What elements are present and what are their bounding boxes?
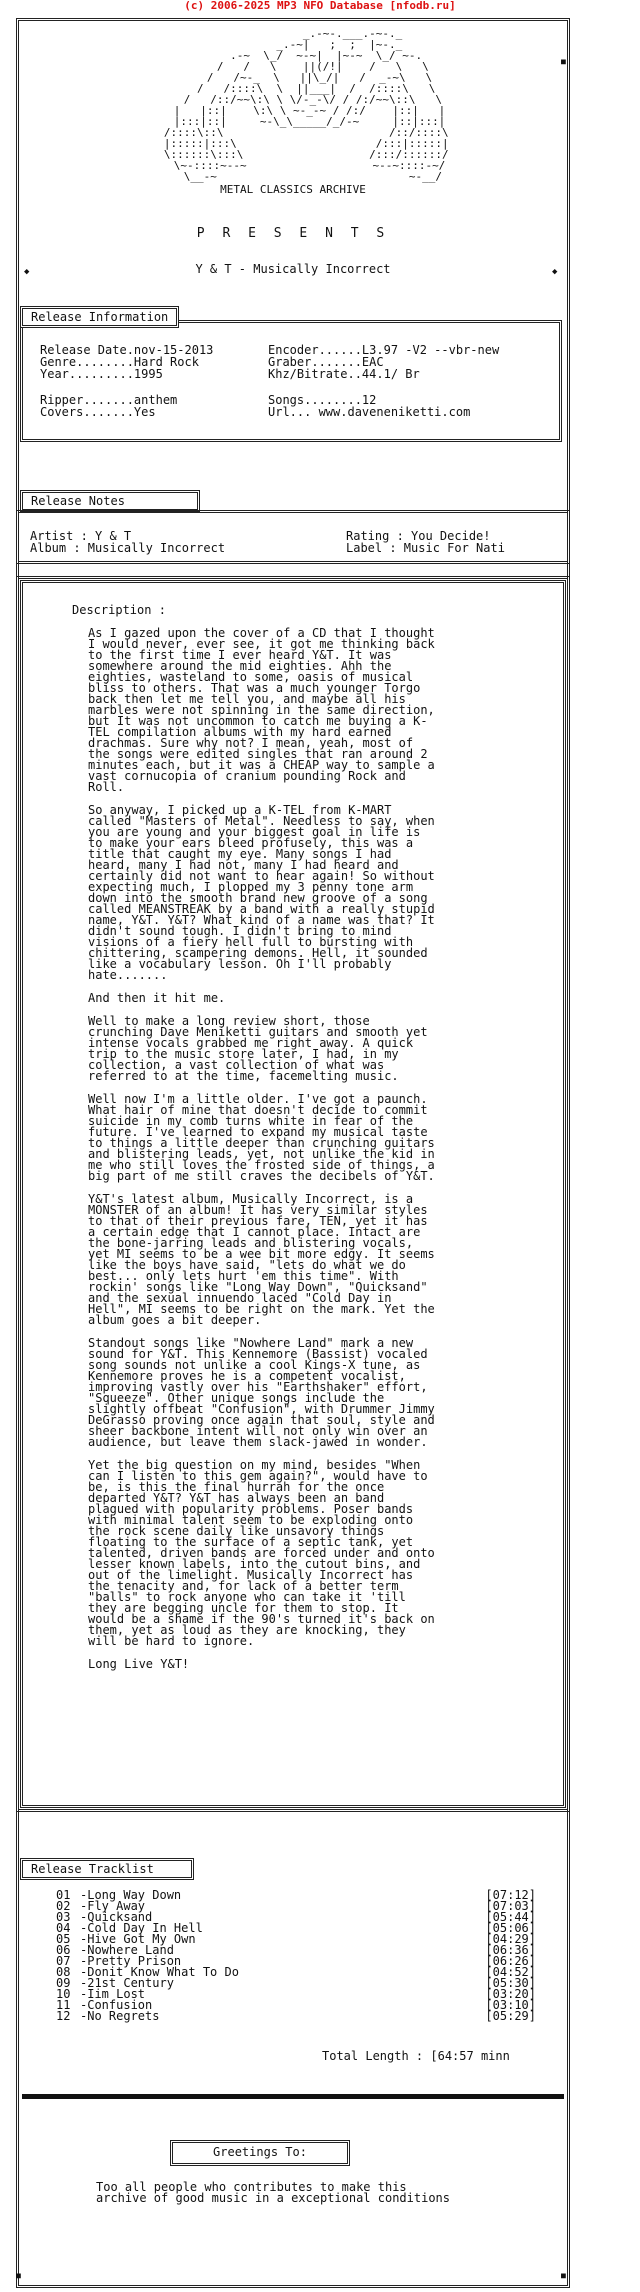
notes-right xyxy=(346,530,505,554)
track-time: [05:06] xyxy=(485,1921,536,1935)
archive-name: METAL CLASSICS ARCHIVE xyxy=(220,183,366,196)
release-title: Y & T - Musically Incorrect xyxy=(195,262,391,276)
description-paragraph: Long Live Y&T! xyxy=(88,1657,190,1671)
track-time: [07:03] xyxy=(485,1899,536,1913)
genre: Genre........Hard Rock xyxy=(40,355,199,369)
album: Album : Musically Incorrect xyxy=(30,541,226,555)
release-info-tab: Release Information xyxy=(20,306,179,328)
track-number: 08 xyxy=(56,1965,71,1979)
track-number: 05 xyxy=(56,1932,71,1946)
track-separator: - xyxy=(80,2009,88,2023)
track-title: Fly Away xyxy=(87,1899,146,1913)
encoder: Encoder......L3.97 -V2 --vbr-new xyxy=(268,343,500,357)
corner-mark-left: ■ xyxy=(16,2271,21,2280)
track-time: [03:20] xyxy=(485,1987,536,2001)
track-separator: - xyxy=(80,1943,88,1957)
track-title: Cold Day In Hell xyxy=(87,1921,203,1935)
track-title: Nowhere Land xyxy=(87,1943,174,1957)
description-body xyxy=(88,628,548,1682)
track-number: 03 xyxy=(56,1910,71,1924)
corner-mark-top-right: ■ xyxy=(561,57,566,66)
bullet-right: ◆ xyxy=(552,267,558,277)
track-number: 04 xyxy=(56,1921,71,1935)
description-paragraph: Yet the big question on my mind, besides "When can I listen to this gem again?", would have to be, is this the final hurrah for the once departed Y&T? Y&T has always been an band plagued with popularity problems. Poser bands with minimal talent seem to be exploding onto the rock scene daily like unsavory things floating to the surface of a septic tank, yet talented, driven bands are forced under and onto lesser known labels, into the cutout bins, and out of the limelight. Musically Incorrect has the tenacity and, for lack of a better term "balls" to rock anyone who can take it 'till they are begging uncle for them to stop. It would be a shame if the 90's turned it's back on them, yet as loud as they are knocking, they will be hard to ignore. xyxy=(88,1458,435,1648)
grabber: Graber.......EAC xyxy=(268,355,384,369)
track-number: 01 xyxy=(56,1888,71,1902)
description-paragraph: Standout songs like "Nowhere Land" mark a new sound for Y&T. This Kennemore (Bassist) vocaled song sounds not unlike a cool Kings-X tune, as Kennemore proves he is a competent vocalist, improving vastly over his "Earthshaker" effort, "Squeeze". Other unique songs include the slightly offbeat "Confusion", with Drummer Jimmy DeGrasso proving once again that soul, style and sheer backbone intent will not only win over an audience, but leave them slack-jawed in wonder. xyxy=(88,1336,435,1449)
track-time: [05:30] xyxy=(485,1976,536,1990)
description-paragraph: Y&T's latest album, Musically Incorrect, is a MONSTER of an album! It has very similar styles to that of their previous fare, TEN, yet it has a certain edge that I cannot place. Intact are the bone-jarring leads and blistering vocals, yet MI seems to be a wee bit more edgy. It seems like the boys have said, "lets do what we do best... only lets hurt 'em this time". With rockin' songs like "Long Way Down", "Quicksand" and the sexual innuendo laced "Cold Day in Hell", MI seems to be right on the mark. Yet the album goes a bit deeper. xyxy=(88,1192,435,1327)
track-title: Iim Lost xyxy=(87,1987,146,2001)
description-paragraph: And then it hit me. xyxy=(88,991,226,1005)
track-title: Long Way Down xyxy=(87,1888,182,1902)
description-label: Description : xyxy=(72,603,166,617)
track-separator: - xyxy=(80,1987,88,2001)
label: Label : Music For Nati xyxy=(346,541,505,555)
track-number: 09 xyxy=(56,1976,71,1990)
description-paragraph: As I gazed upon the cover of a CD that I thought I would never, ever see, it got me thinking back to the first time I ever heard Y&T. It was somewhere around the mid eighties. Ahh the eighties, wasteland to some, oasis of musical bliss to others. That was a much younger Torgo back then let me tell you, and maybe all his marbles were not spinning in the same direction, but It was not uncommon to catch me buying a K- TEL compilation albums with my hard earned drachmas. Sure why not? I mean, yeah, most of the songs were edited singles that ran around 2 minutes each, but it was a CHEAP way to sample a vast cornucopia of cranium pounding Rock and Roll. xyxy=(88,626,435,794)
ripper: Ripper.......anthem xyxy=(40,393,178,407)
track-separator: - xyxy=(80,1888,88,1902)
rating: Rating : You Decide! xyxy=(346,529,491,543)
track-number: 10 xyxy=(56,1987,71,2001)
track-title: Hive Got My Own xyxy=(87,1932,196,1946)
track-time: [05:29] xyxy=(485,2009,536,2023)
total-length: Total Length : [64:57 minn xyxy=(322,2049,510,2063)
track-title: Donit Know What To Do xyxy=(87,1965,239,1979)
description-paragraph: Well now I'm a little older. I've got a paunch. What hair of mine that doesn't decide to commit suicide in my comb turns white in fear of the future. I've learned to expand my musical taste to things a little deeper than crunching guitars and blistering leads, yet, not unlike the kid in me who still loves the frosted side of things, a big part of me still craves the decibels of Y&T. xyxy=(88,1092,435,1183)
release-info-left xyxy=(40,344,213,418)
presents-heading: P R E S E N T S xyxy=(196,226,390,241)
divider-rule xyxy=(22,2094,564,2099)
archive-logo-art: _.-~-.___.-~-._ _.-~| ; ; |~-._ .-~ \_/ ~-~| |~-~ \_/ ~-. / / \ ||(/!| / \ \ / /~-_ \ ||\_/| / _-~\ \ / /::::\ \ ||___| / /::::\ \ / /::/~~\:\ \ \/-_-\/ / /:/~~\::\ \ | |::| \:\ \ ~-_-~ / /:/ |::| | |:::|::| ~-\_\_____/_/-~ |::|:::| /::::\::\ /::/::::\ |:::::|:::\ /:::|:::::| \::::::\:::\ /:::/::::::/ \~-::::~--~ ~--~::::-~/ \__-~ ~-__/ xyxy=(163,27,449,183)
corner-mark-right: ■ xyxy=(561,2271,566,2280)
tracklist-tab: Release Tracklist xyxy=(20,1858,194,1880)
tracklist xyxy=(56,1890,536,2022)
bitrate: Khz/Bitrate..44.1/ Br xyxy=(268,367,420,381)
track-time: [06:36] xyxy=(485,1943,536,1957)
description-paragraph: So anyway, I picked up a K-TEL from K-MART called "Masters of Metal". Needless to say, when you are young and your biggest goal in life is to make your ears bleed profusely, this was a title that caught my eye. Many songs I had heard, many I had not, many I had heard and certainly did not want to hear again! So without expecting much, I plopped my 3 penny tone arm down into the smooth brand new groove of a song called MEANSTREAK by a band with a really stupid name, Y&T. Y&T? What kind of a name was that? It didn't sound tough. I didn't bring to mind visions of a fiery hell full to bursting with chittering, scampering demons. Hell, it sounded like a vocabulary lesson. Oh I'll probably hate....... xyxy=(88,803,435,982)
track-row xyxy=(56,2011,536,2022)
url: Url... www.daveneniketti.com xyxy=(268,405,471,419)
track-time: [06:26] xyxy=(485,1954,536,1968)
track-number: 07 xyxy=(56,1954,71,1968)
track-title: Confusion xyxy=(87,1998,153,2012)
artist: Artist : Y & T xyxy=(30,529,132,543)
greetings-text: Too all people who contributes to make this archive of good music in a exceptional conditions xyxy=(96,2180,451,2205)
track-title: Pretty Prison xyxy=(87,1954,182,1968)
track-separator: - xyxy=(80,1921,88,1935)
description-paragraph: Well to make a long review short, those crunching Dave Meniketti guitars and smooth yet intense vocals grabbed me right away. A quick trip to the music store later, I had, in my collection, a vast collection of what was referred to at the time, facemelting music. xyxy=(88,1014,428,1083)
site-banner: (c) 2006-2025 MP3 NFO Database [nfodb.ru] xyxy=(184,0,456,12)
release-info-right xyxy=(268,344,499,418)
greetings-tab: Greetings To: xyxy=(170,2140,350,2166)
track-number: 02 xyxy=(56,1899,71,1913)
covers: Covers.......Yes xyxy=(40,405,156,419)
track-separator: - xyxy=(80,1954,88,1968)
track-number: 12 xyxy=(56,2009,71,2023)
track-separator: - xyxy=(80,1899,88,1913)
songs: Songs........12 xyxy=(268,393,377,407)
track-title: Quicksand xyxy=(87,1910,153,1924)
notes-left xyxy=(30,530,225,554)
bullet-left: ◆ xyxy=(24,267,30,277)
year: Year.........1995 xyxy=(40,367,163,381)
track-time: [05:44] xyxy=(485,1910,536,1924)
track-separator: - xyxy=(80,1932,88,1946)
track-number: 11 xyxy=(56,1998,71,2012)
release-notes-tab: Release Notes xyxy=(20,490,200,512)
track-title: No Regrets xyxy=(87,2009,160,2023)
track-time: [03:10] xyxy=(485,1998,536,2012)
track-separator: - xyxy=(80,1965,88,1979)
track-separator: - xyxy=(80,1976,88,1990)
track-time: [04:29] xyxy=(485,1932,536,1946)
track-separator: - xyxy=(80,1998,88,2012)
track-time: [07:12] xyxy=(485,1888,536,1902)
track-time: [04:52] xyxy=(485,1965,536,1979)
track-number: 06 xyxy=(56,1943,71,1957)
track-separator: - xyxy=(80,1910,88,1924)
release-date: Release Date.nov-15-2013 xyxy=(40,343,214,357)
track-title: 21st Century xyxy=(87,1976,174,1990)
